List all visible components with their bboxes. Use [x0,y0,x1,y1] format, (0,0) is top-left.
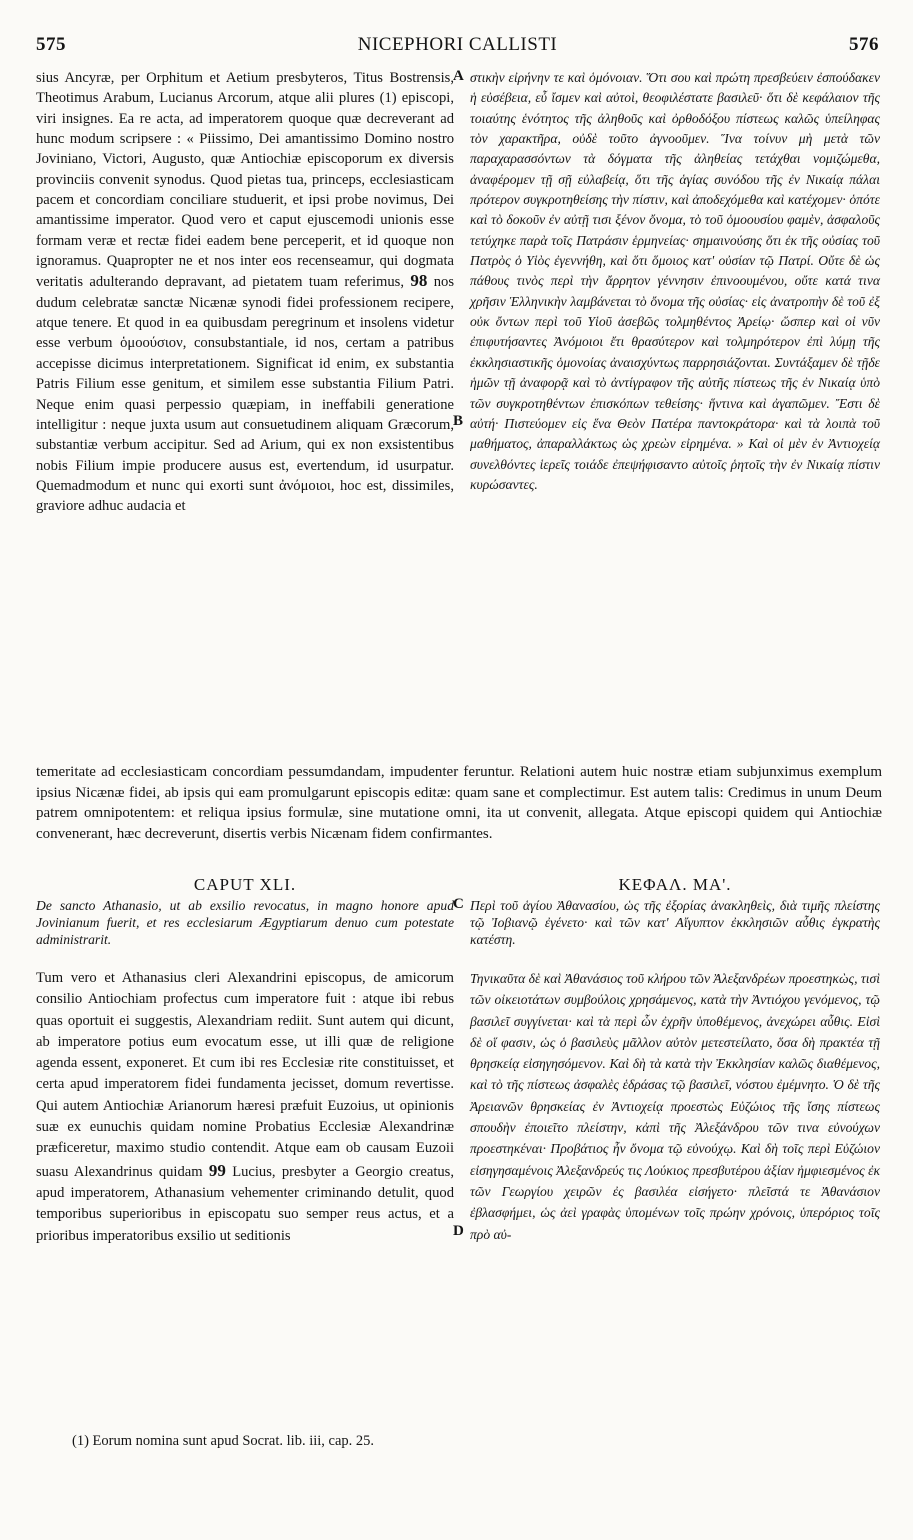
section-marker-b: B [453,413,464,429]
section-marker-d: D [453,1223,464,1239]
latin-text: Tum vero et Athanasius cleri Alexandrini episcopus, de amicorum consilio Antiochiam profectus cum imperatore fuit : atque ibi rebus quas oportuit ei suggestis, Alexandriam rediit. Sunt autem qui dicunt, ab imperatore potius eum evocatum esse, ut illi quæ de religione agenda essent, exponeret. Et cum ibi res Ecclesiæ rite constituisset, et certa apud imperatorem fidei fundamenta jecisset, domum revertisse. Qui autem Antiochiæ Arianorum hæresi præfuit Euzoius, ut opinionis suæ ex eunuchis quidam nomine Probatius Ecclesiæ Alexandrinæ præficeretur, maximo studio contendit. Atque eam ob causam Euzoii suasu Alexandrinus quidam [36,970,454,1180]
greek-paragraph: Τηνικαῦτα δὲ καὶ Ἀθανάσιος τοῦ κλήρου τῶν Ἀλεξανδρέων προεστηκὼς, τισὶ τῶν οἰκειοτάτων συμβούλοις χρησάμενος, κατὰ τὴν Ἀντιόχου γενόμενος, τῷ βασιλεῖ συγγίνεται· καὶ τὰ περὶ ὧν ἐχρῆν ὑποθέμενος, ἀνεχώρει αὖθις. Εἰσὶ δὲ οἵ φασιν, ὡς ὁ βασιλεὺς μᾶλλον αὐτὸν μετεστείλατο, ὅσα δὴ πρακτέα τῇ θρησκείᾳ εἰσηγησόμενον. Καὶ δὴ τὰ κατὰ τὴν Ἐκκλησίαν καλῶς διαθέμενος, καὶ τὸ τῆς πίστεως ἀσφαλὲς ἑδράσας τῷ βασιλεῖ, νόστου ἐμέμνητο. Ὁ δὲ τῆς Ἀρειανῶν θρησκείας ἐν Ἀντιοχείᾳ προεστὼς Εὐζώιος τῆς ἴσης πίστεως σπουδὴν ἐποιεῖτο πλείστην, κἀπὶ τῆς Ἀλεξάνδρου τῶν τινα εὐνούχων προεστηκέναι· Προβάτιος ἦν ὄνομα τῷ εὐνούχῳ. Καὶ δὴ τοῖς περὶ Εὐζώιον εἰσηγησαμένοις Ἀλεξανδρεύς τις Λούκιος πρεσβυτέρου ἀξίαν ἠμφιεσμένος ἐκ τῶν Γεωργίου χειρῶν ἐς βασιλέα εἰσήγετο· πλεῖστά τε Ἀθανάσιον ἐβλασφήμει, ὡς ἀεὶ γραφὰς ὑπομένων τοῖς πρώην χρόνοις, ὑπερόριος τοῖς πρὸ αὐ- [470,971,880,1242]
greek-text: στικὴν εἰρήνην τε καὶ ὁμόνοιαν. Ὅτι σου καὶ πρώτη πρεσβεύειν ἐσπούδακεν ἡ εὐσέβεια, εὖ ἴσμεν καὶ αὐτοὶ, θεοφιλέστατε βασιλεῦ· ὅτι δὲ κεφάλαιον τῆς τοιαύτης ἑνότητος τῆς ἀληθοῦς καὶ ὀρθοδόξου πίστεως καλῶς ὑπείληφας τὸν χαρακτῆρα, οὐδὲ τοῦτο ἀγνοοῦμεν. Ἵνα τοίνυν μὴ μετὰ τῶν παραχαρασσόντων τὰ δόγματα τῆς ἀληθείας τετάχθαι νομιζώμεθα, ἀναφέρομεν τῇ σῇ εὐλαβείᾳ, ὅτι τῆς ἁγίας συνόδου τῆς ἐν Νικαίᾳ πάλαι πρότερον συγκροτηθείσης τὴν πίστιν, καὶ ἀποδεχόμεθα καὶ κατέχομεν· ὁπότε καὶ τὸ δοκοῦν ἐν αὐτῇ τισι ξένον ὄνομα, τὸ τοῦ ὁμοουσίου φαμὲν, ἀσφαλοῦς τετύχηκε παρὰ τοῖς Πατράσιν ἑρμηνείας· σημαινούσης ὅτι ἐκ τῆς οὐσίας τοῦ Πατρὸς ὁ Υἱὸς ἐγεννήθη, καὶ ὅτι ὅμοιος κατ' οὐσίαν τῷ Πατρί. Οὔτε δὲ ὡς πάθους τινὸς περὶ τὴν [470,70,880,289]
latin-paragraph [36,968,454,1247]
page-number-left: 575 [36,34,66,55]
latin-text: sius Ancyræ, per Orphitum et Aetium presbyteros, Titus Bostrensis, Theotimus Arabum, Lucianus Arcorum, atque alii plures (1) episcopi, viri insignes. Ea re acta, ad imperatorem quoque quæ decreverant ad hunc modum scripsere : « Piissimo, Dei amantissimo Domino nostro Joviniano, Victori, Augusto, quæ Antiochiæ episcoporum ex diversis provinciis convenit synodus. Quod pietas tua, princeps, ecclesiasticam pacem et concordiam conciliare studuerit, et ipsi probe novimus, Dei amantissime imperator. Quod vero et caput ejuscemodi unionis esse formam veræ et rectæ fidei eadem bene perceperit, et id quoque non ignoramus. Quapropter ne et nos inter eos recenseamur, qui dogmata veritatis adulterando depravant, ad pietatem tuam referimus, [36,70,454,291]
kefalaion-heading: ΚΕΦΑΛ. ΜΑ'. [618,875,732,894]
caput-summary: De sancto Athanasio, ut ab exsilio revocatus, in magno honore apud Jovinianum fuerit, et res ecclesiarum Ægyptiarum denuo cum potestate administrarit. [36,898,454,947]
page-header [36,34,879,62]
latin-column-top [36,68,454,517]
kefalaion-summary: Περὶ τοῦ ἁγίου Ἀθανασίου, ὡς τῆς ἐξορίας ἀνακληθεὶς, διὰ τιμῆς πλείστης τῷ Ἰοβιανῷ ἐγένετο· καὶ τῶν κατ' Αἴγυπτον ἐκκλησιῶν αὖθις ἐγκρατὴς κατέστη. [470,898,880,947]
latin-text: Lucius, presbyter a Georgio creatus, apud imperatorem, Athanasium vehementer criminando detulit, quod temporibus superioribus in episcopatu suo semper reus actus, et a prioribus imperatoribus exsilio ut seditionis [36,1163,454,1244]
caput-heading: CAPUT XLI. [193,875,297,894]
running-title: NICEPHORI CALLISTI [357,34,558,55]
section-marker-a: A [453,68,464,84]
column-number-99: 99 [208,1160,226,1180]
latin-column-bottom [36,968,454,1247]
footnote: (1) Eorum nomina sunt apud Socrat. lib. iii, cap. 25. [72,1433,375,1449]
greek-column-top [470,68,880,495]
greek-column-bottom [470,968,880,1245]
column-number-98: 98 [410,271,428,291]
full-width-text [36,762,882,844]
latin-paragraph [36,68,454,517]
greek-paragraph [470,68,880,495]
page-number-right: 576 [849,34,879,55]
latin-text: nos dudum celebratæ sanctæ Nicænæ synodi fidei professionem recipere, atque tenere. Et quod in ea quibusdam peregrinum et insolens videtur esse verbum ὁμοούσιον, consubstantiale, id nos, certam a patribus accepisse dicimus interpretationem. Significat id enim, ex substantia Patris Filium esse genitum, et similem esse substantia Filium Patri. Neque enim quasi perpessio quæpiam, in ineffabili generatione intelligitur : neque juxta usum aut consuetudinem aliquam Græcorum, substantiæ verbum accipitur. Sed ad Arium, qui ex non exsistentibus nobis Filium impie producere ausus est, evertendum, id usurpatur. Quemadmodum et nunc qui exorti sunt ἀνόμοιοι, hoc est, dissimiles, graviore adhuc audacia et [36,274,454,515]
full-width-paragraph: temeritate ad ecclesiasticam concordiam pessumdandam, impudenter feruntur. Relationi autem huic nostræ etiam subjunximus exemplum ipsius Nicænæ fidei, ab ipsis qui eam promulgarunt episcopis editæ: quam sane et complectimur. Est autem talis: Credimus in unum Deum patrem omnipotentem: et reliqua ipsius formulæ, sine mutatione omni, ita ut convenit, allegata. Atque episcopi quidem qui Antiochiæ convenerant, hæc decreverunt, disertis verbis Nicænam fidem confirmantes. [36,764,882,842]
section-marker-c: C [453,896,464,912]
greek-text: ἄρρητον γέννησιν ἐπινοουμένου, οὔτε κατά τινα χρῆσιν Ἑλληνικὴν λαμβάνεται τὸ ὄνομα τῆς οὐσίας· εἰς ἀνατροπὴν δὲ τοῦ ἐξ οὐκ ὄντων περὶ τοῦ Υἱοῦ ἀσεβῶς τολμηθέντος Ἀρείῳ· ὥσπερ καὶ οἱ νῦν ἐπιφυτήσαντες Ἀνόμοιοι ἔτι θρασύτερον καὶ τολμηρότερον ἐπὶ λύμῃ τῆς ἐκκλησιαστικῆς ὁμονοίας ἀναισχύντως παρρησιάζονται. Συντάξαμεν δὲ τῇδε ἡμῶν τῇ ἀναφορᾷ καὶ τὸ ἀντίγραφον τῆς αὐτῆς πίστεως τῆς ἐν Νικαίᾳ ὑπὸ τῶν συγκροτηθέντων ἐπισκόπων τεθείσης· ἥντινα καὶ ἀγαπῶμεν. Ἔστι δὲ αὐτή· Πιστεύομεν εἰς ἕνα Θεὸν Πατέρα παντοκράτορα· καὶ τὰ λοιπὰ τοῦ μαθήματος, ἀπαραλλάκτως ὡς χρεὼν εἰρημένα. » Καὶ οἱ μὲν ἐν Ἀντιοχείᾳ συνελθόντες ἱερεῖς τοιάδε ἐπεψήφισαντο αὐτοῖς ῥητοῖς τὴν ἐν Νικαίᾳ πίστιν κυρώσαντες. [470,273,880,492]
